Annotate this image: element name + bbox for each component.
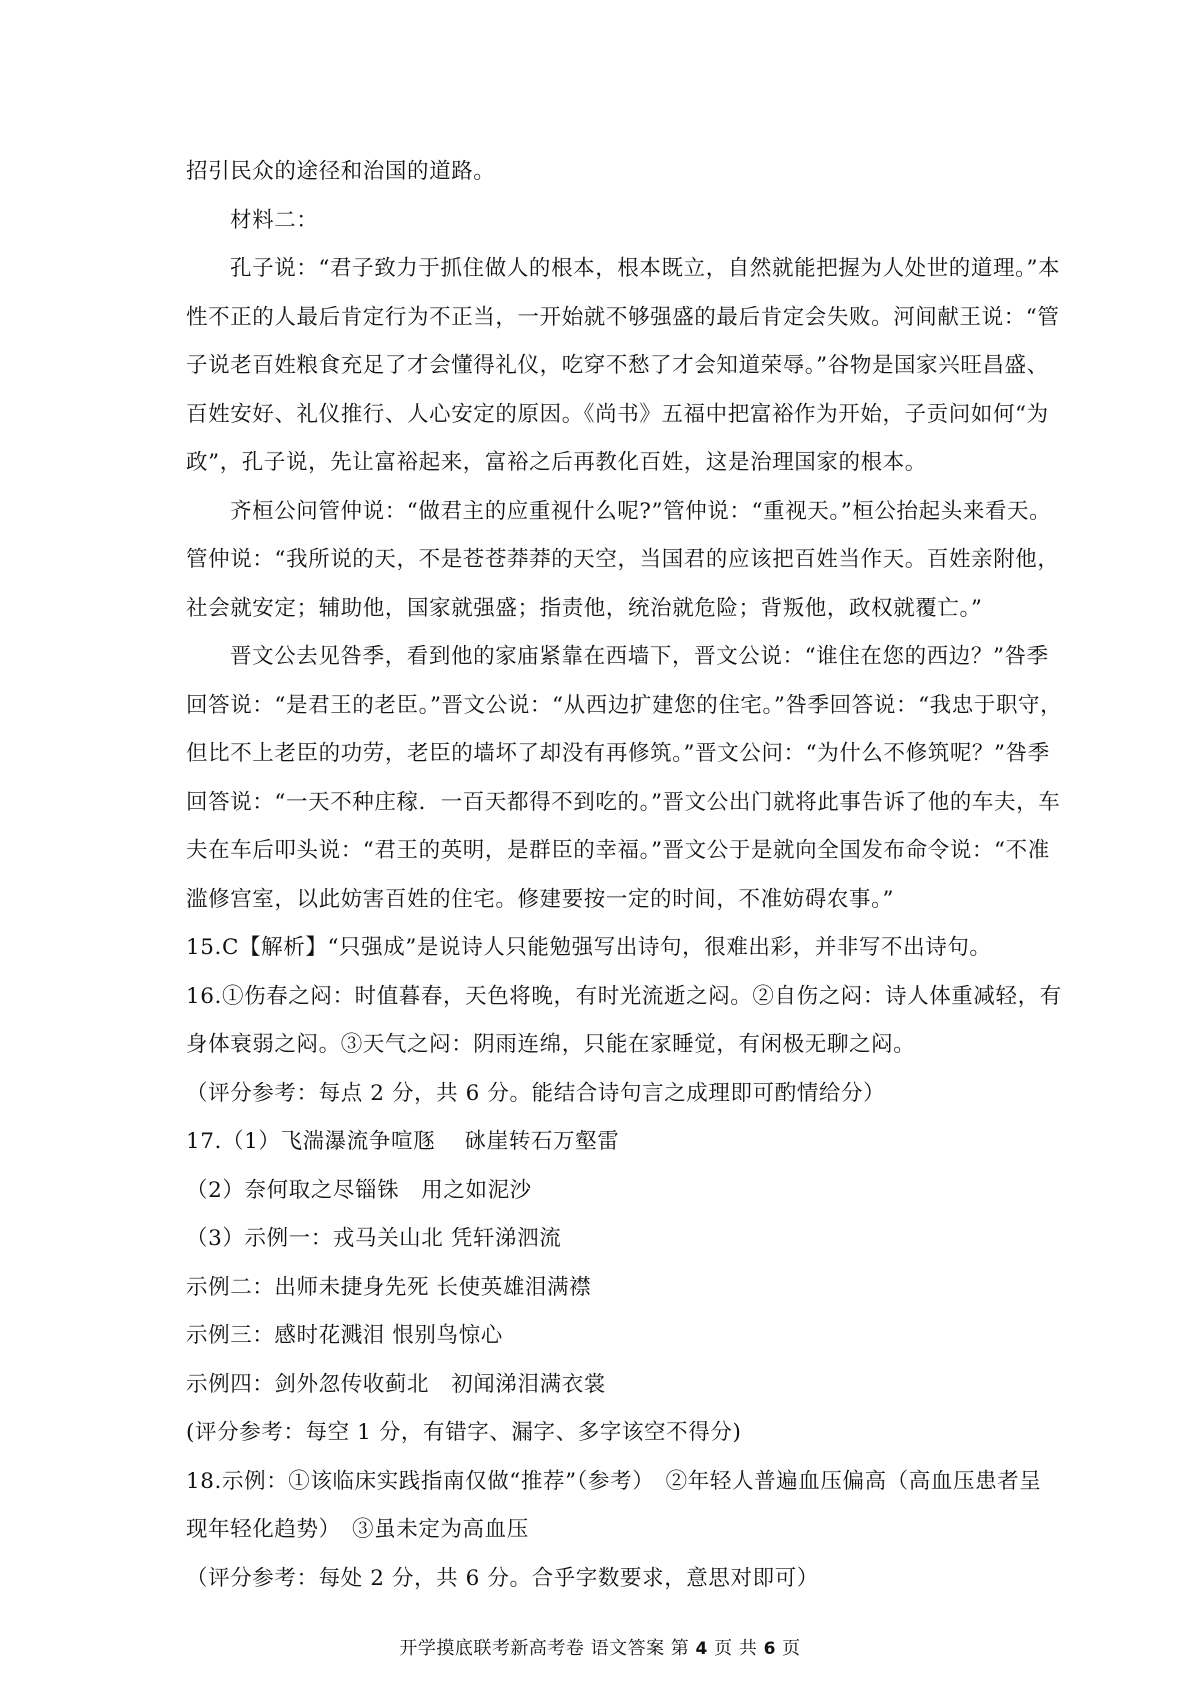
text-line: 示例三：感时花溅泪 恨别鸟惊心 [186,1323,503,1348]
answer-16: 16.①伤春之闷：时值暮春，天色将晚，有时光流逝之闷。②自伤之闷：诗人体重减轻，有 [186,983,1062,1009]
text-line: 回答说：“一天不种庄稼．一百天都得不到吃的。”晋文公出门就将此事告诉了他的车夫，车 [186,789,1061,815]
footer-prefix: 开学摸底联考新高考卷 语文答案 第 [399,1638,690,1659]
text-line: （2）奈何取之尽锱铢 用之如泥沙 [186,1177,532,1203]
footer-mid: 页 共 [714,1638,758,1659]
text-line: 夫在车后叩头说：“君王的英明，是群臣的幸福。”晋文公于是就向全国发布命令说：“不准 [186,838,1050,863]
answer-text-body [186,148,1063,1603]
text-line: 社会就安定；辅助他，国家就强盛；指责他，统治就危险；背叛他，政权就覆亡。” [186,595,983,621]
text-line: 百姓安好、礼仪推行、人心安定的原因。《尚书》五福中把富裕作为开始，子贡问如何“为 [186,401,1049,427]
answer-17: 17.（1）飞湍瀑流争喧豗 砯崖转石万壑雷 [186,1129,620,1154]
scoring-note: （评分参考：每点 2 分，共 6 分。能结合诗句言之成理即可酌情给分） [186,1080,886,1106]
text-line: 齐桓公问管仲说：“做君主的应重视什么呢?”管仲说：“重视天。”桓公抬起头来看天。 [230,498,1052,524]
footer-suffix: 页 [782,1638,801,1659]
answer-15: 15.C【解析】“只强成”是说诗人只能勉强写出诗句，很难出彩，并非写不出诗句。 [186,935,992,960]
text-line: 孔子说：“君子致力于抓住做人的根本，根本既立，自然就能把握为人处世的道理。”本 [230,256,1061,281]
page-footer [0,1634,1200,1660]
text-line: 现年轻化趋势） ③虽未定为高血压 [186,1517,529,1542]
text-line: 子说老百姓粮食充足了才会懂得礼仪，吃穿不愁了才会知道荣辱。”谷物是国家兴旺昌盛、 [186,353,1049,378]
text-line: 回答说：“是君王的老臣。”晋文公说：“从西边扩建您的住宅。”咎季回答说：“我忠于职守， [186,692,1063,718]
text-line: 招引民众的途径和治国的道路。 [186,159,496,184]
text-line: 示例二：出师未捷身先死 长使英雄泪满襟 [186,1274,592,1300]
footer-page-number: 4 [695,1639,708,1659]
text-line: 身体衰弱之闷。③天气之闷：阴雨连绵，只能在家睡觉，有闲极无聊之闷。 [186,1032,916,1057]
text-line: 性不正的人最后肯定行为不正当，一开始就不够强盛的最后肯定会失败。河间献王说：“管 [186,304,1060,330]
text-line: 滥修宫室，以此妨害百姓的住宅。修建要按一定的时间，不准妨碍农事。” [186,886,895,912]
text-line: 但比不上老臣的功劳，老臣的墙坏了却没有再修筑。”晋文公问：“为什么不修筑呢？”咎季 [186,741,1050,766]
text-line: 晋文公去见咎季，看到他的家庙紧靠在西墙下，晋文公说：“谁住在您的西边？”咎季 [230,644,1049,669]
answer-18: 18.示例：①该临床实践指南仅做“推荐”（参考） ②年轻人普遍血压偏高（高血压患者呈 [186,1468,1042,1494]
text-line: 管仲说：“我所说的天，不是苍苍莽莽的天空，当国君的应该把百姓当作天。百姓亲附他， [186,547,1060,572]
scoring-note: (评分参考：每空 1 分，有错字、漏字、多字该空不得分) [186,1420,742,1445]
text-line: 政”，孔子说，先让富裕起来，富裕之后再教化百姓，这是治理国家的根本。 [186,450,927,475]
text-line: （3）示例一：戎马关山北 凭轩涕泗流 [186,1226,562,1251]
scoring-note: （评分参考：每处 2 分，共 6 分。合乎字数要求，意思对即可） [186,1565,819,1591]
text-line: 示例四：剑外忽传收蓟北 初闻涕泪满衣裳 [186,1371,606,1397]
section-heading-material-two: 材料二： [230,207,319,233]
footer-total-pages: 6 [763,1639,776,1659]
